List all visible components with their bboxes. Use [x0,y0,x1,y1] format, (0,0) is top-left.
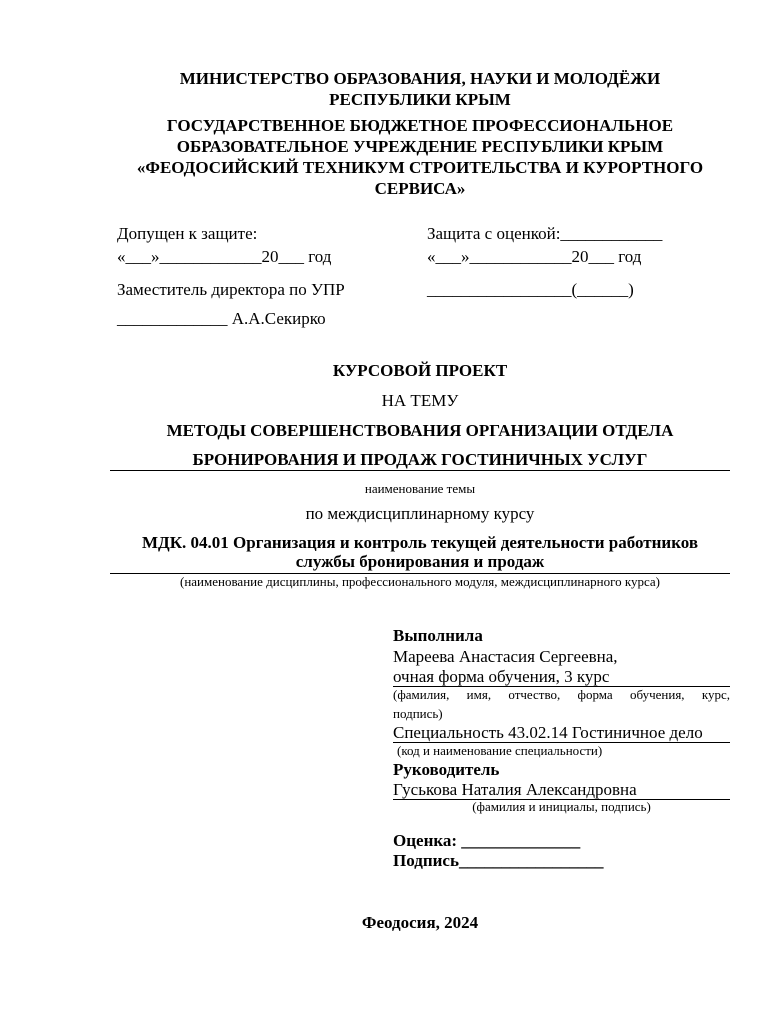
doc-type: КУРСОВОЙ ПРОЕКТ [332,361,508,380]
supervisor-caption: (фамилия и инициалы, подпись) [472,799,651,814]
institution-line-3: «ФЕОДОСИЙСКИЙ ТЕХНИКУМ СТРОИТЕЛЬСТВА И КУРОРТНОГО [136,158,704,177]
study-form: очная форма обучения, 3 курс [393,667,610,686]
course-line-2: службы бронирования и продаж [295,552,545,571]
institution-line-1: ГОСУДАРСТВЕННОЕ БЮДЖЕТНОЕ ПРОФЕССИОНАЛЬНОЕ [166,116,674,135]
topic-underline [110,470,730,471]
ministry-line-2: РЕСПУБЛИКИ КРЫМ [329,90,511,109]
course-intro: по междисциплинарному курсу [305,504,535,523]
approval-left-date: «___»____________20___ год [117,247,332,266]
approval-right [427,222,662,268]
grade-label: Оценка: ______________ [393,831,581,850]
approval-position: Заместитель директора по УПР [117,280,345,299]
course-title [110,533,730,571]
institution-line-2: ОБРАЗОВАТЕЛЬНОЕ УЧРЕЖДЕНИЕ РЕСПУБЛИКИ КРЫМ [176,137,664,156]
topic-line-1: МЕТОДЫ СОВЕРШЕНСТВОВАНИЯ ОРГАНИЗАЦИИ ОТДЕЛА [166,421,674,440]
institution-heading [110,115,730,199]
city-year: Феодосия, 2024 [361,913,479,932]
specialty-caption: (код и наименование специальности) [397,743,603,758]
ministry-heading [110,68,730,110]
approval-left-signoff [117,275,345,333]
topic-caption: наименование темы [364,481,476,496]
course-caption: (наименование дисциплины, профессионального модуля, междисциплинарного курса) [179,574,661,589]
on-topic: НА ТЕМУ [381,391,459,410]
student-name: Мареева Анастасия Сергеевна, [393,647,618,666]
signature-label: Подпись_________________ [393,851,604,870]
student-caption-line-1: (фамилия, имя, отчество, форма обучения, курс, [393,687,730,702]
approval-right-signature: _________________(______) [427,280,634,299]
approval-right-date: «___»____________20___ год [427,247,642,266]
supervisor-name: Гуськова Наталия Александровна [393,780,637,799]
student-caption-line-2: подпись) [393,706,443,721]
approval-left-label: Допущен к защите: [117,224,258,243]
topic-line-2: БРОНИРОВАНИЯ И ПРОДАЖ ГОСТИНИЧНЫХ УСЛУГ [192,450,648,469]
ministry-line-1: МИНИСТЕРСТВО ОБРАЗОВАНИЯ, НАУКИ И МОЛОДЁЖИ [179,69,661,88]
approval-right-label: Защита с оценкой:____________ [427,224,663,243]
course-line-1: МДК. 04.01 Организация и контроль текущей деятельности работников [141,533,699,552]
performed-label: Выполнила [393,626,483,645]
supervisor-label: Руководитель [393,760,500,779]
approval-left [117,222,331,268]
institution-line-4: СЕРВИСА» [374,179,466,198]
specialty: Специальность 43.02.14 Гостиничное дело [393,723,703,742]
approval-left-signature: _____________ А.А.Секирко [117,309,326,328]
